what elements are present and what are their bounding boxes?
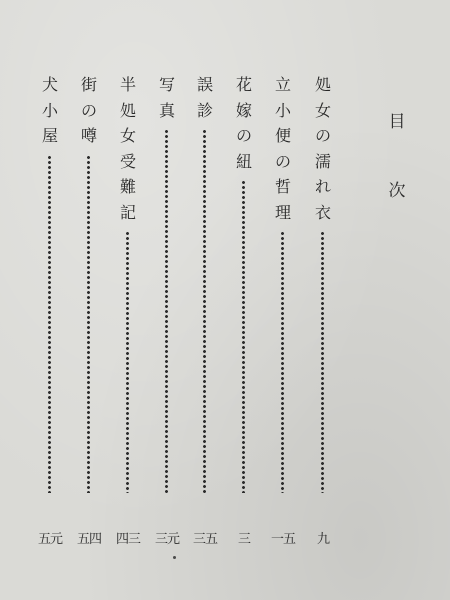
toc-entry-title-char: 女: [314, 100, 331, 120]
toc-entry-title: [40, 72, 60, 149]
toc-heading: [386, 114, 408, 200]
toc-entry-title-char: 処: [314, 75, 331, 94]
toc-entry-title-char: 難: [119, 177, 136, 196]
toc-entry-title-char: れ: [314, 177, 331, 196]
toc-entry[interactable]: [37, 72, 62, 547]
toc-entry-title: [313, 72, 333, 225]
toc-entry[interactable]: [154, 72, 179, 547]
toc-entry-title-char: 紐: [235, 151, 252, 171]
toc-entry-title: [195, 72, 215, 123]
toc-entry[interactable]: [313, 72, 333, 547]
toc-entry-title-char: 嫁: [235, 100, 252, 120]
toc-page-number: 三: [237, 532, 250, 547]
toc-entry-title-char: 犬: [41, 75, 58, 94]
toc-entry-title-char: の: [235, 126, 252, 145]
toc-page-number: 五四: [76, 532, 101, 547]
toc-entry-title-char: 濡: [314, 151, 331, 171]
toc-entry-title-char: 記: [119, 202, 136, 222]
toc-entry-title: [234, 72, 254, 174]
toc-entry[interactable]: [192, 72, 217, 547]
toc-entry-title-char: 街: [80, 75, 97, 94]
toc-entry-title: [273, 72, 293, 225]
toc-entry[interactable]: [115, 72, 140, 547]
toc-entry[interactable]: [234, 72, 254, 547]
toc-page-number: 三五: [192, 532, 217, 547]
toc-dot-leader: [321, 231, 324, 493]
toc-entry-title-char: 誤: [196, 75, 213, 94]
toc-dot-leader: [203, 129, 206, 493]
toc-entry-title-char: 小: [274, 100, 291, 120]
toc-heading-char: 次: [388, 181, 406, 201]
toc-entry-title-char: 半: [119, 75, 136, 94]
toc-entry-title-char: 処: [119, 100, 136, 120]
toc-entry-title-char: 哲: [274, 177, 291, 196]
toc-entry[interactable]: [270, 72, 295, 547]
toc-dot-leader: [281, 231, 284, 493]
toc-entry-title-char: 真: [158, 100, 175, 120]
toc-entry-title-char: 屋: [41, 126, 58, 145]
toc-entry-title-char: 理: [274, 202, 291, 222]
toc-page-number: 四三: [115, 532, 140, 547]
toc-entry-title-char: 受: [119, 151, 136, 171]
toc-entry-title-char: 便: [274, 126, 291, 145]
toc-dot-leader: [48, 155, 51, 494]
toc-heading-char: 目: [388, 112, 406, 132]
toc-entry-title-char: 立: [274, 75, 291, 94]
toc-entry-title-char: 写: [158, 75, 175, 94]
toc-dot-leader: [126, 231, 129, 493]
toc-entry-title-char: 診: [196, 100, 213, 120]
toc-entry-title-char: 女: [119, 126, 136, 145]
toc-entry-title-char: の: [80, 100, 97, 120]
toc-entry-title-char: の: [274, 151, 291, 171]
toc-page-number: 九: [316, 532, 329, 547]
toc-entry-title-char: 小: [41, 100, 58, 120]
toc-entry-title: [118, 72, 138, 225]
toc-page-number: 五元: [37, 532, 62, 547]
toc-entry-title-char: 衣: [314, 202, 331, 222]
toc-entry-title: [79, 72, 99, 149]
toc-dot-leader: [87, 155, 90, 494]
toc-page-number: 一五: [270, 532, 295, 547]
toc-dot-leader: [165, 129, 168, 493]
toc-entry-title: [157, 72, 177, 123]
toc-entry-title-char: 噂: [80, 126, 97, 145]
toc-entry-title-char: の: [314, 126, 331, 145]
toc-dot-leader: [242, 180, 245, 493]
toc-entry-title-char: 花: [235, 75, 252, 94]
toc-entry[interactable]: [76, 72, 101, 547]
paper-speck: [173, 556, 176, 559]
toc-page-number: 三元: [154, 532, 179, 547]
